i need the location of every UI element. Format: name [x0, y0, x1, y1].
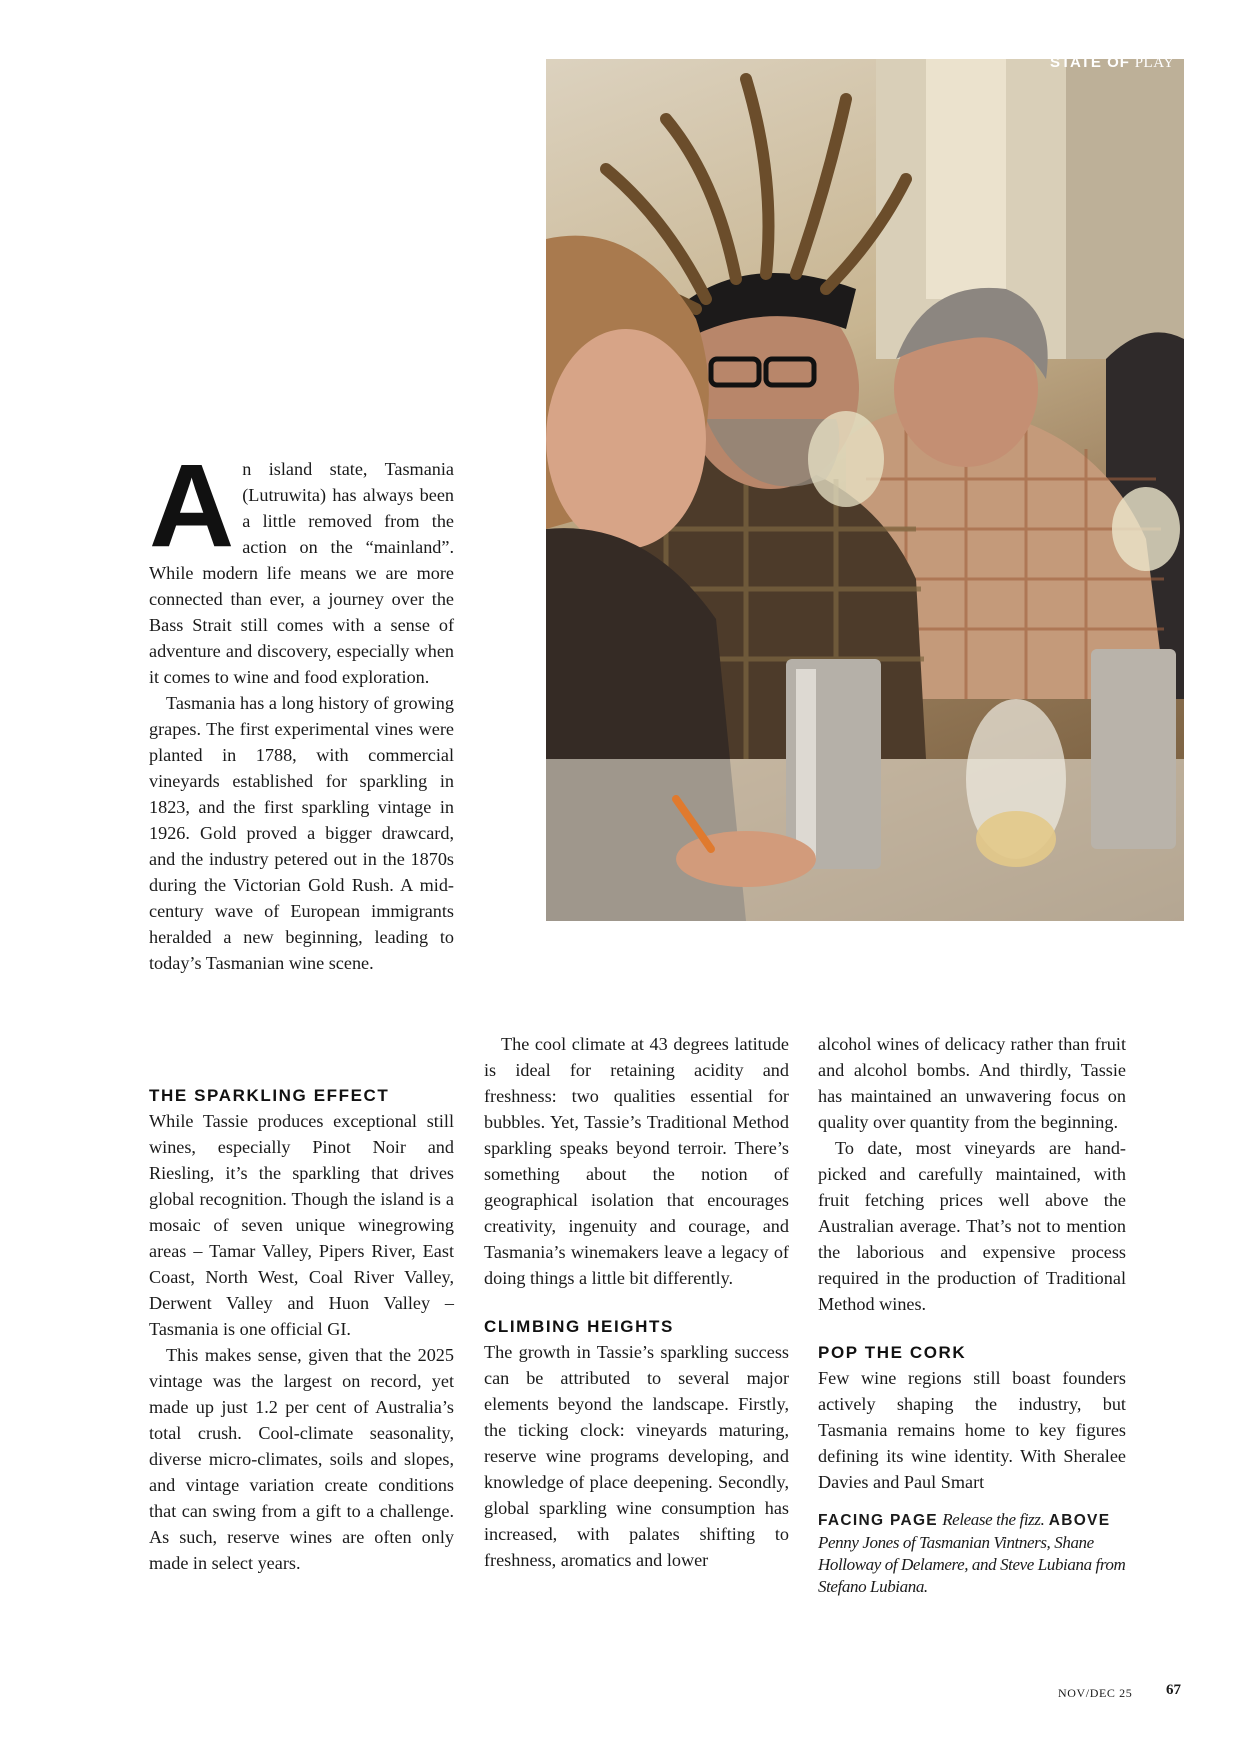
intro-column — [149, 440, 454, 976]
sparkling-column — [149, 1084, 454, 1576]
right-column — [818, 1031, 1126, 1598]
col3-paragraph-2: To date, most vineyards are hand-picked and carefully maintained, with fruit fetching prices well above the Australian average. That’s not to mention the laborious and expensive process required in the production of Traditional Method wines. — [818, 1138, 1126, 1314]
caption-text-above: Penny Jones of Tasmanian Vintners, Shane Holloway of Delamere, and Steve Lubiana from Stefano Lubiana. — [818, 1533, 1126, 1596]
caption-text-facing: Release the fizz. — [942, 1510, 1045, 1529]
intro-text-1: n island state, Tasmania (Lutruwita) has always been a little removed from the action on the “mainland”. While modern life means we are more connected than ever, a journey over the Bass Strait still comes with a sense of adventure and discovery, especially when it comes to wine and food exploration. — [149, 459, 454, 687]
caption-label-facing: FACING PAGE — [818, 1512, 938, 1529]
col3-paragraph-3: Few wine regions still boast founders actively shaping the industry, but Tasmania remains home to key figures defining its wine identity. With Sheralee Davies and Paul Smart — [818, 1368, 1126, 1492]
issue-label: NOV/DEC 25 — [1058, 1686, 1133, 1700]
sparkling-paragraph-2: This makes sense, given that the 2025 vintage was the largest on record, yet made up just 1.2 per cent of Australia’s total crush. Cool-climate seasonality, diverse micro-climates, soils and slopes, and vintage variation create conditions that can swing from a gift to a challenge. As such, reserve wines are often only made in select years. — [149, 1345, 454, 1573]
climbing-heading: CLIMBING HEIGHTS — [484, 1317, 674, 1336]
section-tag — [1050, 54, 1175, 72]
caption-label-above: ABOVE — [1048, 1512, 1111, 1529]
pop-cork-heading: POP THE CORK — [818, 1343, 967, 1362]
col2-paragraph-1: The cool climate at 43 degrees latitude is ideal for retaining acidity and freshness: two qualities essential for bubbles. Yet, Tassie’s Traditional Method sparkling speaks beyond terroir. There’s something about the notion of geographical isolation that encourages creativity, ingenuity and courage, and Tasmania’s winemakers leave a legacy of doing things a little bit differently. — [484, 1034, 789, 1288]
intro-paragraph-2: Tasmania has a long history of growing grapes. The first experimental vines were planted in 1788, with commercial vineyards established for sparkling in 1823, and the first sparkling vintage in 1926. Gold proved a bigger drawcard, and the industry petered out in the 1870s during the Victorian Gold Rush. A mid-century wave of European immigrants heralded a new beginning, leading to today’s Tasmanian wine scene. — [149, 693, 454, 973]
sparkling-heading: THE SPARKLING EFFECT — [149, 1086, 390, 1105]
intro-paragraph-1 — [149, 440, 454, 690]
feature-photo — [546, 59, 1184, 921]
col2-paragraph-2: The growth in Tassie’s sparkling success can be attributed to several major elements beyond the landscape. Firstly, the ticking clock: vineyards maturing, reserve wine programs developing, and knowledge of place deepening. Secondly, global sparkling wine consumption has increased, with palates shifting to freshness, aromatics and lower — [484, 1342, 789, 1570]
section-tag-light: PLAY — [1134, 55, 1175, 71]
middle-column — [484, 1031, 789, 1573]
section-tag-bold: STATE OF — [1050, 54, 1130, 71]
photo-caption — [818, 1509, 1126, 1598]
wine-tasting-illustration — [546, 59, 1184, 921]
sparkling-paragraph-1: While Tassie produces exceptional still wines, especially Pinot Noir and Riesling, it’s the sparkling that drives global recognition. Though the island is a mosaic of seven unique winegrowing areas – Tamar Valley, Pipers River, East Coast, North West, Coal River Valley, Derwent Valley and Huon Valley – Tasmania is one official GI. — [149, 1111, 454, 1339]
drop-cap: A — [149, 440, 231, 572]
page-number: 67 — [1166, 1682, 1181, 1698]
col3-paragraph-1: alcohol wines of delicacy rather than fruit and alcohol bombs. And thirdly, Tassie has maintained an unwavering focus on quality over quantity from the beginning. — [818, 1034, 1126, 1132]
